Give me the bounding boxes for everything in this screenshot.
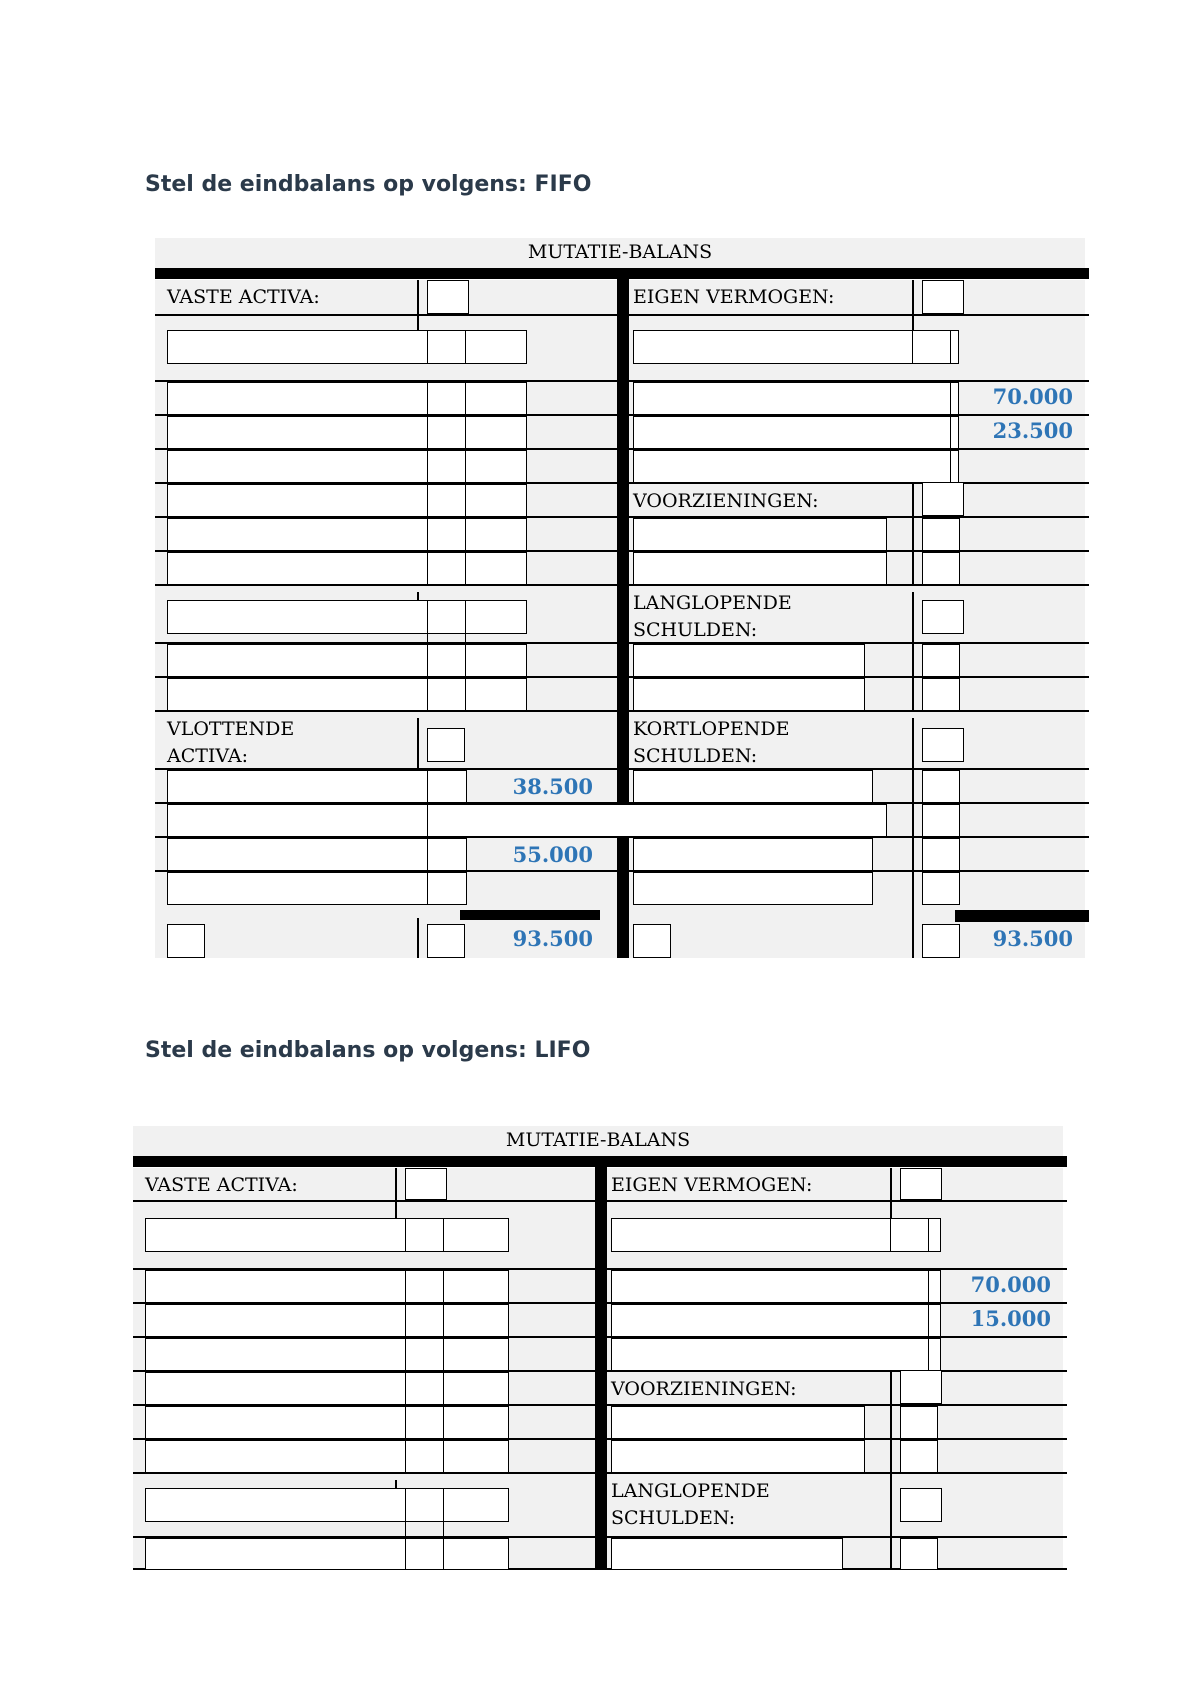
- langlopende-schulden-label: LANGLOPENDE SCHULDEN:: [633, 592, 792, 641]
- vaste-activa-label: VASTE ACTIVA:: [167, 286, 320, 308]
- text-field[interactable]: [922, 518, 960, 551]
- tick: [950, 382, 951, 483]
- text-field[interactable]: [145, 1338, 509, 1371]
- eigen-vermogen-label: EIGEN VERMOGEN:: [611, 1174, 813, 1196]
- code-box[interactable]: [427, 924, 465, 958]
- col-separator-right: [912, 718, 914, 958]
- code-box[interactable]: [922, 280, 964, 314]
- text-field[interactable]: [167, 644, 527, 677]
- row-rule: [133, 1200, 1067, 1202]
- code-box[interactable]: [922, 600, 964, 634]
- vaste-activa-label: VASTE ACTIVA:: [145, 1174, 298, 1196]
- code-box[interactable]: [900, 1168, 942, 1200]
- text-field[interactable]: [611, 1406, 865, 1439]
- tick: [405, 1218, 406, 1252]
- text-field[interactable]: [167, 484, 527, 517]
- lifo-balance: [133, 1126, 1063, 1570]
- code-box[interactable]: [427, 280, 469, 314]
- amount: 70.000: [992, 384, 1073, 409]
- text-field[interactable]: [900, 1406, 938, 1439]
- text-field[interactable]: [145, 1218, 509, 1252]
- code-box[interactable]: [427, 728, 465, 762]
- tick: [427, 770, 428, 905]
- text-field[interactable]: [633, 838, 873, 871]
- col-separator-left: [417, 918, 419, 958]
- col-separator-right: [912, 592, 914, 712]
- amount: 15.000: [970, 1306, 1051, 1331]
- voorzieningen-label: VOORZIENINGEN:: [611, 1378, 797, 1400]
- text-field[interactable]: [167, 600, 527, 634]
- kortlopende-schulden-label: KORTLOPENDE SCHULDEN:: [633, 718, 790, 767]
- text-field[interactable]: [633, 382, 959, 415]
- balance-title: MUTATIE-BALANS: [527, 241, 713, 263]
- text-field[interactable]: [145, 1538, 509, 1570]
- balance-title: MUTATIE-BALANS: [505, 1129, 691, 1151]
- code-box[interactable]: [900, 1370, 942, 1404]
- voorzieningen-label: VOORZIENINGEN:: [633, 490, 819, 512]
- text-field[interactable]: [633, 872, 873, 905]
- tick: [405, 1270, 406, 1473]
- text-field[interactable]: [633, 416, 959, 449]
- text-field[interactable]: [611, 1538, 843, 1570]
- col-separator-right: [912, 482, 914, 584]
- text-field[interactable]: [167, 330, 527, 364]
- tick: [465, 330, 466, 364]
- tick: [890, 1218, 891, 1252]
- total-rule-left: [460, 910, 600, 920]
- text-field[interactable]: [633, 518, 887, 551]
- amount: 70.000: [970, 1272, 1051, 1297]
- col-separator-right: [890, 1370, 892, 1570]
- tick: [443, 1270, 444, 1473]
- text-field[interactable]: [633, 678, 865, 711]
- langlopende-schulden-label: LANGLOPENDE SCHULDEN:: [611, 1480, 770, 1529]
- text-field[interactable]: [167, 416, 527, 449]
- col-separator-left: [417, 718, 419, 768]
- vlottende-activa-label: VLOTTENDE ACTIVA:: [167, 718, 295, 767]
- text-field[interactable]: [922, 552, 960, 585]
- text-field[interactable]: [922, 678, 960, 711]
- text-field[interactable]: [633, 552, 887, 585]
- text-field[interactable]: [922, 804, 960, 837]
- text-field[interactable]: [611, 1270, 941, 1303]
- amount: 55.000: [512, 842, 593, 867]
- text-field[interactable]: [633, 330, 959, 364]
- text-field[interactable]: [167, 518, 527, 551]
- text-field[interactable]: [167, 770, 467, 803]
- code-box[interactable]: [405, 1168, 447, 1200]
- tick: [427, 330, 428, 364]
- text-field[interactable]: [167, 804, 887, 837]
- center-divider: [595, 1156, 607, 1570]
- tick: [427, 600, 428, 711]
- text-field[interactable]: [611, 1218, 941, 1252]
- tick: [427, 382, 428, 585]
- text-field[interactable]: [611, 1440, 865, 1473]
- text-field[interactable]: [145, 1488, 509, 1522]
- code-box[interactable]: [900, 1488, 942, 1522]
- tick: [465, 382, 466, 585]
- total-amount: 93.500: [512, 926, 593, 951]
- text-field[interactable]: [145, 1270, 509, 1303]
- row-rule: [155, 314, 1089, 316]
- text-field[interactable]: [633, 644, 865, 677]
- text-field[interactable]: [611, 1304, 941, 1337]
- tick: [912, 330, 913, 364]
- tick: [465, 600, 466, 711]
- text-field[interactable]: [167, 872, 467, 905]
- text-field[interactable]: [145, 1406, 509, 1439]
- total-rule-right: [955, 910, 1089, 922]
- text-field[interactable]: [922, 872, 960, 905]
- text-field[interactable]: [145, 1304, 509, 1337]
- text-field[interactable]: [633, 770, 873, 803]
- tick: [443, 1218, 444, 1252]
- code-box[interactable]: [167, 924, 205, 958]
- text-field[interactable]: [922, 838, 960, 871]
- text-field[interactable]: [167, 450, 527, 483]
- total-amount: 93.500: [992, 926, 1073, 951]
- amount: 23.500: [992, 418, 1073, 443]
- code-box[interactable]: [922, 728, 964, 762]
- fifo-balance: [155, 238, 1085, 958]
- tick: [405, 1488, 406, 1570]
- tick: [950, 330, 951, 364]
- text-field[interactable]: [167, 552, 527, 585]
- text-field[interactable]: [900, 1538, 938, 1570]
- text-field[interactable]: [633, 450, 959, 483]
- tick: [443, 1488, 444, 1570]
- text-field[interactable]: [167, 382, 527, 415]
- center-divider: [617, 268, 629, 958]
- text-field[interactable]: [145, 1440, 509, 1473]
- text-field[interactable]: [900, 1440, 938, 1473]
- text-field[interactable]: [167, 838, 467, 871]
- code-box[interactable]: [922, 482, 964, 516]
- amount: 38.500: [512, 774, 593, 799]
- tick: [928, 1218, 929, 1252]
- text-field[interactable]: [167, 678, 527, 711]
- text-field[interactable]: [922, 770, 960, 803]
- fifo-heading: Stel de eindbalans op volgens: FIFO: [145, 172, 592, 197]
- text-field[interactable]: [922, 644, 960, 677]
- text-field[interactable]: [611, 1338, 941, 1371]
- text-field[interactable]: [145, 1372, 509, 1405]
- code-box[interactable]: [633, 924, 671, 958]
- lifo-heading: Stel de eindbalans op volgens: LIFO: [145, 1038, 591, 1063]
- eigen-vermogen-label: EIGEN VERMOGEN:: [633, 286, 835, 308]
- tick: [928, 1270, 929, 1371]
